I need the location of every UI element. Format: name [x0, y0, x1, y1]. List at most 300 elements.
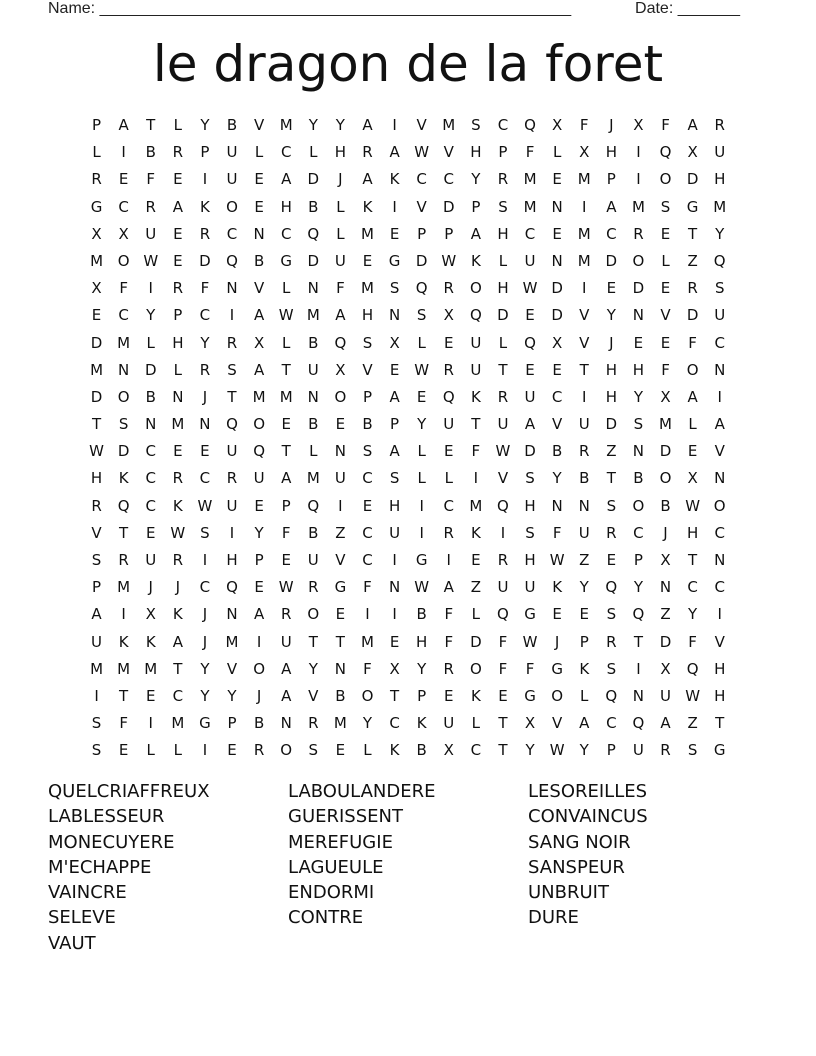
grid-row	[83, 330, 733, 357]
grid-letter: E	[416, 387, 427, 406]
grid-letter: K	[470, 686, 481, 705]
grid-letter: A	[335, 306, 346, 325]
grid-letter: M	[144, 659, 158, 678]
grid-letter: C	[145, 442, 156, 461]
grid-letter: X	[579, 143, 590, 162]
grid-letter: H	[605, 360, 617, 379]
grid-letter: E	[552, 170, 562, 189]
grid-letter: R	[497, 170, 509, 189]
grid-letter: C	[362, 551, 373, 569]
grid-letter: C	[714, 578, 725, 597]
grid-letter: X	[687, 143, 698, 162]
grid-letter: U	[334, 251, 346, 270]
grid-letter: L	[498, 251, 508, 270]
grid-letter: K	[118, 469, 129, 488]
grid-letter: Q	[524, 333, 536, 352]
word-list-column	[528, 779, 768, 931]
grid-letter: O	[469, 279, 482, 298]
grid-letter: R	[443, 279, 454, 298]
grid-letter: H	[388, 496, 401, 515]
grid-letter: M	[577, 170, 591, 189]
grid-letter: X	[660, 551, 671, 569]
word-list-item: QUELCRIAFFREUX	[48, 781, 210, 802]
grid-letter: L	[254, 143, 264, 162]
grid-letter: M	[659, 415, 672, 434]
grid-letter: R	[172, 279, 184, 298]
grid-letter: O	[361, 686, 374, 705]
grid-letter: R	[199, 360, 211, 379]
grid-letter: R	[443, 523, 454, 542]
grid-letter: A	[389, 387, 400, 406]
grid-letter: Y	[200, 659, 210, 678]
grid-letter: Y	[633, 387, 643, 406]
grid-letter: A	[389, 442, 400, 461]
grid-letter: M	[361, 224, 374, 243]
grid-letter: B	[226, 116, 238, 134]
grid-letter: D	[497, 306, 509, 325]
word-list-item: CONTRE	[288, 907, 364, 929]
grid-letter: L	[552, 143, 562, 162]
grid-letter: K	[470, 523, 481, 542]
grid-letter: M	[117, 578, 131, 597]
grid-letter: F	[471, 442, 481, 461]
grid-letter: E	[335, 741, 346, 760]
grid-letter: G	[713, 741, 726, 760]
grid-letter: H	[714, 659, 726, 678]
grid-letter: R	[145, 197, 156, 216]
grid-letter: D	[659, 632, 672, 651]
grid-letter: A	[606, 197, 617, 216]
word-list-column	[48, 779, 288, 956]
grid-letter: B	[660, 496, 671, 515]
grid-letter: E	[525, 306, 535, 325]
grid-letter: T	[633, 632, 643, 651]
date-field-label: Date: _______	[635, 0, 740, 17]
grid-letter: C	[470, 741, 482, 760]
grid-letter: I	[717, 605, 722, 624]
grid-letter: E	[444, 442, 454, 461]
grid-letter: L	[471, 605, 481, 624]
grid-letter: D	[415, 251, 428, 270]
grid-letter: F	[119, 714, 128, 733]
grid-letter: S	[416, 306, 427, 325]
grid-letter: R	[633, 224, 644, 243]
grid-letter: M	[90, 659, 104, 678]
grid-letter: E	[660, 279, 671, 298]
grid-letter: C	[633, 523, 644, 542]
grid-row	[83, 737, 733, 764]
grid-letter: B	[416, 741, 427, 760]
word-list-item: MONECUYERE	[48, 831, 175, 853]
grid-letter: L	[580, 686, 589, 705]
grid-letter: F	[688, 333, 697, 352]
grid-letter: E	[118, 741, 129, 760]
grid-letter: E	[444, 686, 454, 705]
grid-letter: T	[91, 415, 102, 434]
grid-letter: E	[254, 197, 264, 216]
grid-letter: K	[200, 197, 210, 216]
grid-letter: I	[392, 551, 397, 569]
grid-letter: H	[334, 143, 347, 162]
grid-letter: A	[524, 415, 536, 434]
grid-letter: U	[334, 469, 346, 488]
grid-letter: W	[685, 686, 701, 705]
grid-letter: C	[280, 143, 292, 162]
grid-letter: S	[606, 496, 617, 515]
grid-letter: B	[335, 686, 346, 705]
grid-letter: Q	[117, 496, 130, 515]
grid-letter: F	[146, 170, 156, 189]
grid-letter: F	[579, 116, 589, 134]
grid-letter: E	[633, 333, 644, 352]
grid-letter: F	[498, 632, 508, 651]
grid-letter: N	[226, 279, 238, 298]
grid-letter: E	[173, 442, 183, 461]
grid-letter: O	[686, 360, 699, 379]
grid-letter: S	[714, 279, 725, 298]
grid-letter: E	[525, 360, 535, 379]
grid-letter: K	[579, 659, 590, 678]
grid-row	[83, 302, 733, 329]
grid-letter: Y	[200, 116, 210, 134]
grid-letter: W	[143, 251, 159, 270]
grid-letter: N	[714, 551, 726, 569]
grid-letter: E	[444, 333, 454, 352]
word-list-column	[288, 779, 528, 931]
grid-letter: A	[253, 605, 265, 624]
grid-letter: J	[175, 578, 181, 597]
grid-letter: C	[199, 578, 211, 597]
grid-letter: Q	[497, 605, 509, 624]
grid-letter: P	[390, 415, 400, 434]
grid-letter: Q	[605, 686, 618, 705]
grid-letter: P	[606, 741, 616, 760]
grid-letter: V	[416, 116, 427, 134]
grid-letter: I	[229, 523, 235, 542]
grid-letter: P	[606, 170, 616, 189]
grid-letter: T	[173, 659, 183, 678]
grid-letter: T	[688, 224, 698, 243]
grid-letter: J	[609, 116, 614, 134]
word-list-item: SANSPEUR	[528, 856, 625, 878]
grid-letter: E	[227, 741, 237, 760]
grid-letter: V	[226, 659, 238, 678]
grid-letter: B	[416, 605, 427, 624]
grid-letter: A	[281, 469, 292, 488]
grid-letter: U	[578, 523, 590, 542]
grid-letter: S	[362, 442, 373, 461]
grid-letter: S	[91, 551, 102, 569]
grid-letter: C	[606, 224, 617, 243]
grid-letter: E	[552, 605, 562, 624]
grid-letter: G	[334, 578, 347, 597]
grid-letter: T	[688, 551, 698, 569]
grid-letter: T	[498, 360, 508, 379]
grid-letter: H	[686, 523, 699, 542]
grid-letter: X	[145, 605, 156, 624]
grid-letter: S	[200, 523, 210, 542]
grid-letter: A	[470, 224, 481, 243]
word-list-item: VAINCRE	[48, 882, 127, 904]
grid-letter: P	[92, 578, 102, 597]
grid-letter: M	[90, 360, 104, 379]
grid-letter: D	[659, 442, 672, 461]
grid-letter: V	[253, 279, 265, 298]
grid-letter: T	[281, 360, 291, 379]
grid-letter: C	[443, 496, 454, 515]
grid-letter: D	[199, 251, 211, 270]
grid-letter: B	[308, 523, 319, 542]
grid-letter: I	[500, 523, 506, 542]
grid-letter: D	[307, 251, 320, 270]
grid-letter: Y	[308, 659, 318, 678]
grid-letter: C	[551, 387, 563, 406]
grid-letter: U	[714, 143, 726, 162]
grid-letter: H	[632, 360, 645, 379]
grid-letter: I	[419, 523, 424, 542]
grid-letter: R	[172, 469, 184, 488]
grid-letter: W	[278, 578, 294, 597]
word-list-item: LESOREILLES	[528, 781, 648, 802]
grid-letter: E	[552, 360, 562, 379]
grid-letter: V	[497, 469, 509, 488]
grid-letter: U	[307, 551, 319, 569]
grid-letter: X	[253, 333, 265, 352]
grid-letter: K	[362, 197, 373, 216]
grid-letter: J	[202, 632, 208, 651]
grid-letter: Z	[335, 523, 346, 542]
grid-letter: O	[117, 251, 130, 270]
grid-letter: A	[253, 360, 265, 379]
grid-letter: R	[91, 496, 102, 515]
grid-letter: E	[173, 251, 183, 270]
grid-letter: B	[308, 333, 319, 352]
grid-letter: A	[281, 170, 292, 189]
grid-letter: M	[225, 632, 239, 651]
grid-letter: U	[470, 360, 482, 379]
grid-letter: U	[497, 578, 509, 597]
grid-letter: A	[281, 686, 292, 705]
grid-letter: E	[606, 551, 617, 569]
grid-letter: P	[200, 143, 210, 162]
grid-letter: M	[279, 387, 293, 406]
grid-letter: V	[579, 333, 590, 352]
grid-letter: P	[579, 632, 589, 651]
word-list-item: M'ECHAPPE	[48, 856, 152, 878]
grid-letter: M	[171, 714, 185, 733]
grid-letter: C	[362, 523, 373, 542]
grid-letter: M	[523, 197, 537, 216]
grid-letter: X	[552, 116, 563, 134]
grid-letter: S	[633, 415, 644, 434]
grid-letter: T	[335, 632, 345, 651]
grid-letter: C	[172, 686, 184, 705]
grid-letter: V	[552, 415, 563, 434]
grid-letter: L	[661, 251, 670, 270]
grid-letter: T	[146, 116, 156, 134]
grid-letter: W	[685, 496, 701, 515]
grid-letter: I	[582, 197, 587, 216]
grid-letter: M	[117, 333, 131, 352]
grid-letter: T	[389, 686, 400, 705]
grid-letter: J	[609, 333, 614, 352]
grid-letter: H	[470, 143, 482, 162]
grid-letter: N	[632, 306, 645, 325]
grid-letter: P	[417, 686, 427, 705]
grid-letter: M	[117, 659, 131, 678]
grid-letter: J	[554, 632, 560, 651]
grid-letter: G	[199, 714, 211, 733]
grid-letter: E	[254, 578, 264, 597]
grid-letter: S	[606, 605, 617, 624]
grid-letter: F	[363, 578, 372, 597]
grid-letter: E	[145, 686, 156, 705]
grid-letter: I	[473, 469, 479, 488]
grid-letter: O	[469, 659, 482, 678]
grid-letter: D	[551, 279, 563, 298]
grid-letter: X	[443, 741, 454, 760]
grid-letter: I	[229, 306, 235, 325]
grid-letter: Q	[334, 333, 347, 352]
grid-letter: E	[579, 605, 589, 624]
grid-letter: N	[253, 224, 265, 243]
grid-letter: B	[308, 197, 319, 216]
grid-letter: K	[389, 170, 400, 189]
grid-letter: Q	[226, 415, 238, 434]
grid-letter: Z	[579, 551, 590, 569]
grid-letter: E	[389, 224, 400, 243]
letter-grid	[83, 112, 733, 765]
grid-letter: Q	[442, 387, 455, 406]
grid-letter: I	[202, 741, 208, 760]
grid-letter: Y	[552, 469, 562, 488]
worksheet-header	[48, 0, 740, 22]
grid-letter: D	[551, 306, 563, 325]
grid-letter: R	[253, 741, 265, 760]
grid-letter: S	[227, 360, 237, 379]
grid-letter: Q	[415, 279, 428, 298]
grid-letter: J	[148, 578, 153, 597]
grid-letter: O	[117, 387, 130, 406]
grid-letter: I	[392, 605, 397, 624]
grid-letter: E	[498, 686, 508, 705]
grid-letter: U	[470, 333, 482, 352]
grid-letter: A	[714, 415, 725, 434]
grid-row	[83, 166, 733, 193]
grid-letter: S	[606, 659, 617, 678]
grid-letter: L	[471, 714, 481, 733]
grid-letter: H	[172, 333, 184, 352]
grid-letter: Y	[417, 659, 427, 678]
grid-letter: I	[365, 605, 370, 624]
grid-letter: R	[497, 551, 509, 569]
grid-letter: T	[606, 469, 616, 488]
grid-letter: I	[582, 279, 587, 298]
grid-letter: R	[660, 741, 671, 760]
grid-letter: V	[91, 523, 102, 542]
grid-letter: K	[118, 632, 129, 651]
grid-row	[83, 493, 733, 520]
grid-letter: L	[688, 415, 697, 434]
grid-letter: S	[362, 333, 373, 352]
grid-letter: M	[252, 387, 266, 406]
grid-letter: T	[281, 442, 291, 461]
grid-letter: P	[498, 143, 508, 162]
grid-letter: L	[309, 143, 318, 162]
grid-letter: X	[660, 387, 671, 406]
grid-letter: E	[606, 279, 617, 298]
grid-letter: I	[202, 551, 208, 569]
grid-letter: I	[202, 170, 208, 189]
grid-letter: Z	[470, 578, 481, 597]
grid-letter: U	[632, 741, 644, 760]
grid-letter: T	[119, 686, 129, 705]
grid-letter: W	[522, 632, 538, 651]
grid-letter: U	[524, 578, 536, 597]
word-list-item: VAUT	[48, 932, 96, 954]
grid-letter: B	[551, 442, 563, 461]
grid-letter: X	[335, 360, 346, 379]
grid-letter: U	[497, 415, 509, 434]
grid-letter: N	[118, 360, 130, 379]
grid-letter: O	[253, 415, 266, 434]
grid-letter: K	[470, 251, 481, 270]
grid-letter: Q	[713, 251, 726, 270]
grid-letter: D	[632, 279, 645, 298]
grid-letter: B	[579, 469, 590, 488]
grid-letter: R	[226, 333, 238, 352]
grid-letter: M	[469, 496, 483, 515]
grid-letter: H	[90, 469, 103, 488]
grid-letter: J	[256, 686, 262, 705]
grid-letter: K	[172, 496, 183, 515]
grid-letter: L	[336, 197, 345, 216]
grid-row	[83, 438, 733, 465]
grid-letter: V	[714, 442, 725, 461]
grid-letter: U	[660, 686, 671, 705]
grid-letter: Q	[686, 659, 699, 678]
grid-letter: Y	[688, 605, 698, 624]
grid-letter: L	[309, 442, 318, 461]
grid-letter: Q	[307, 224, 320, 243]
grid-letter: U	[280, 632, 292, 651]
grid-letter: E	[118, 170, 129, 189]
word-list-item: UNBRUIT	[528, 882, 609, 904]
grid-letter: Y	[715, 224, 725, 243]
grid-letter: R	[172, 143, 184, 162]
grid-letter: A	[281, 659, 292, 678]
grid-letter: E	[173, 170, 183, 189]
grid-letter: T	[579, 360, 589, 379]
grid-letter: L	[363, 741, 372, 760]
grid-letter: Y	[417, 415, 427, 434]
grid-letter: X	[524, 714, 536, 733]
grid-letter: F	[444, 605, 454, 624]
grid-letter: M	[171, 415, 185, 434]
grid-letter: P	[254, 551, 264, 569]
grid-letter: F	[363, 659, 372, 678]
grid-letter: A	[91, 605, 102, 624]
grid-letter: C	[687, 578, 698, 597]
grid-letter: L	[498, 333, 508, 352]
word-list-item: MEREFUGIE	[288, 831, 393, 853]
grid-letter: Q	[226, 578, 238, 597]
grid-letter: Y	[362, 714, 373, 733]
grid-letter: P	[362, 387, 372, 406]
grid-letter: W	[414, 360, 430, 379]
grid-row	[83, 248, 733, 275]
grid-letter: R	[443, 659, 454, 678]
